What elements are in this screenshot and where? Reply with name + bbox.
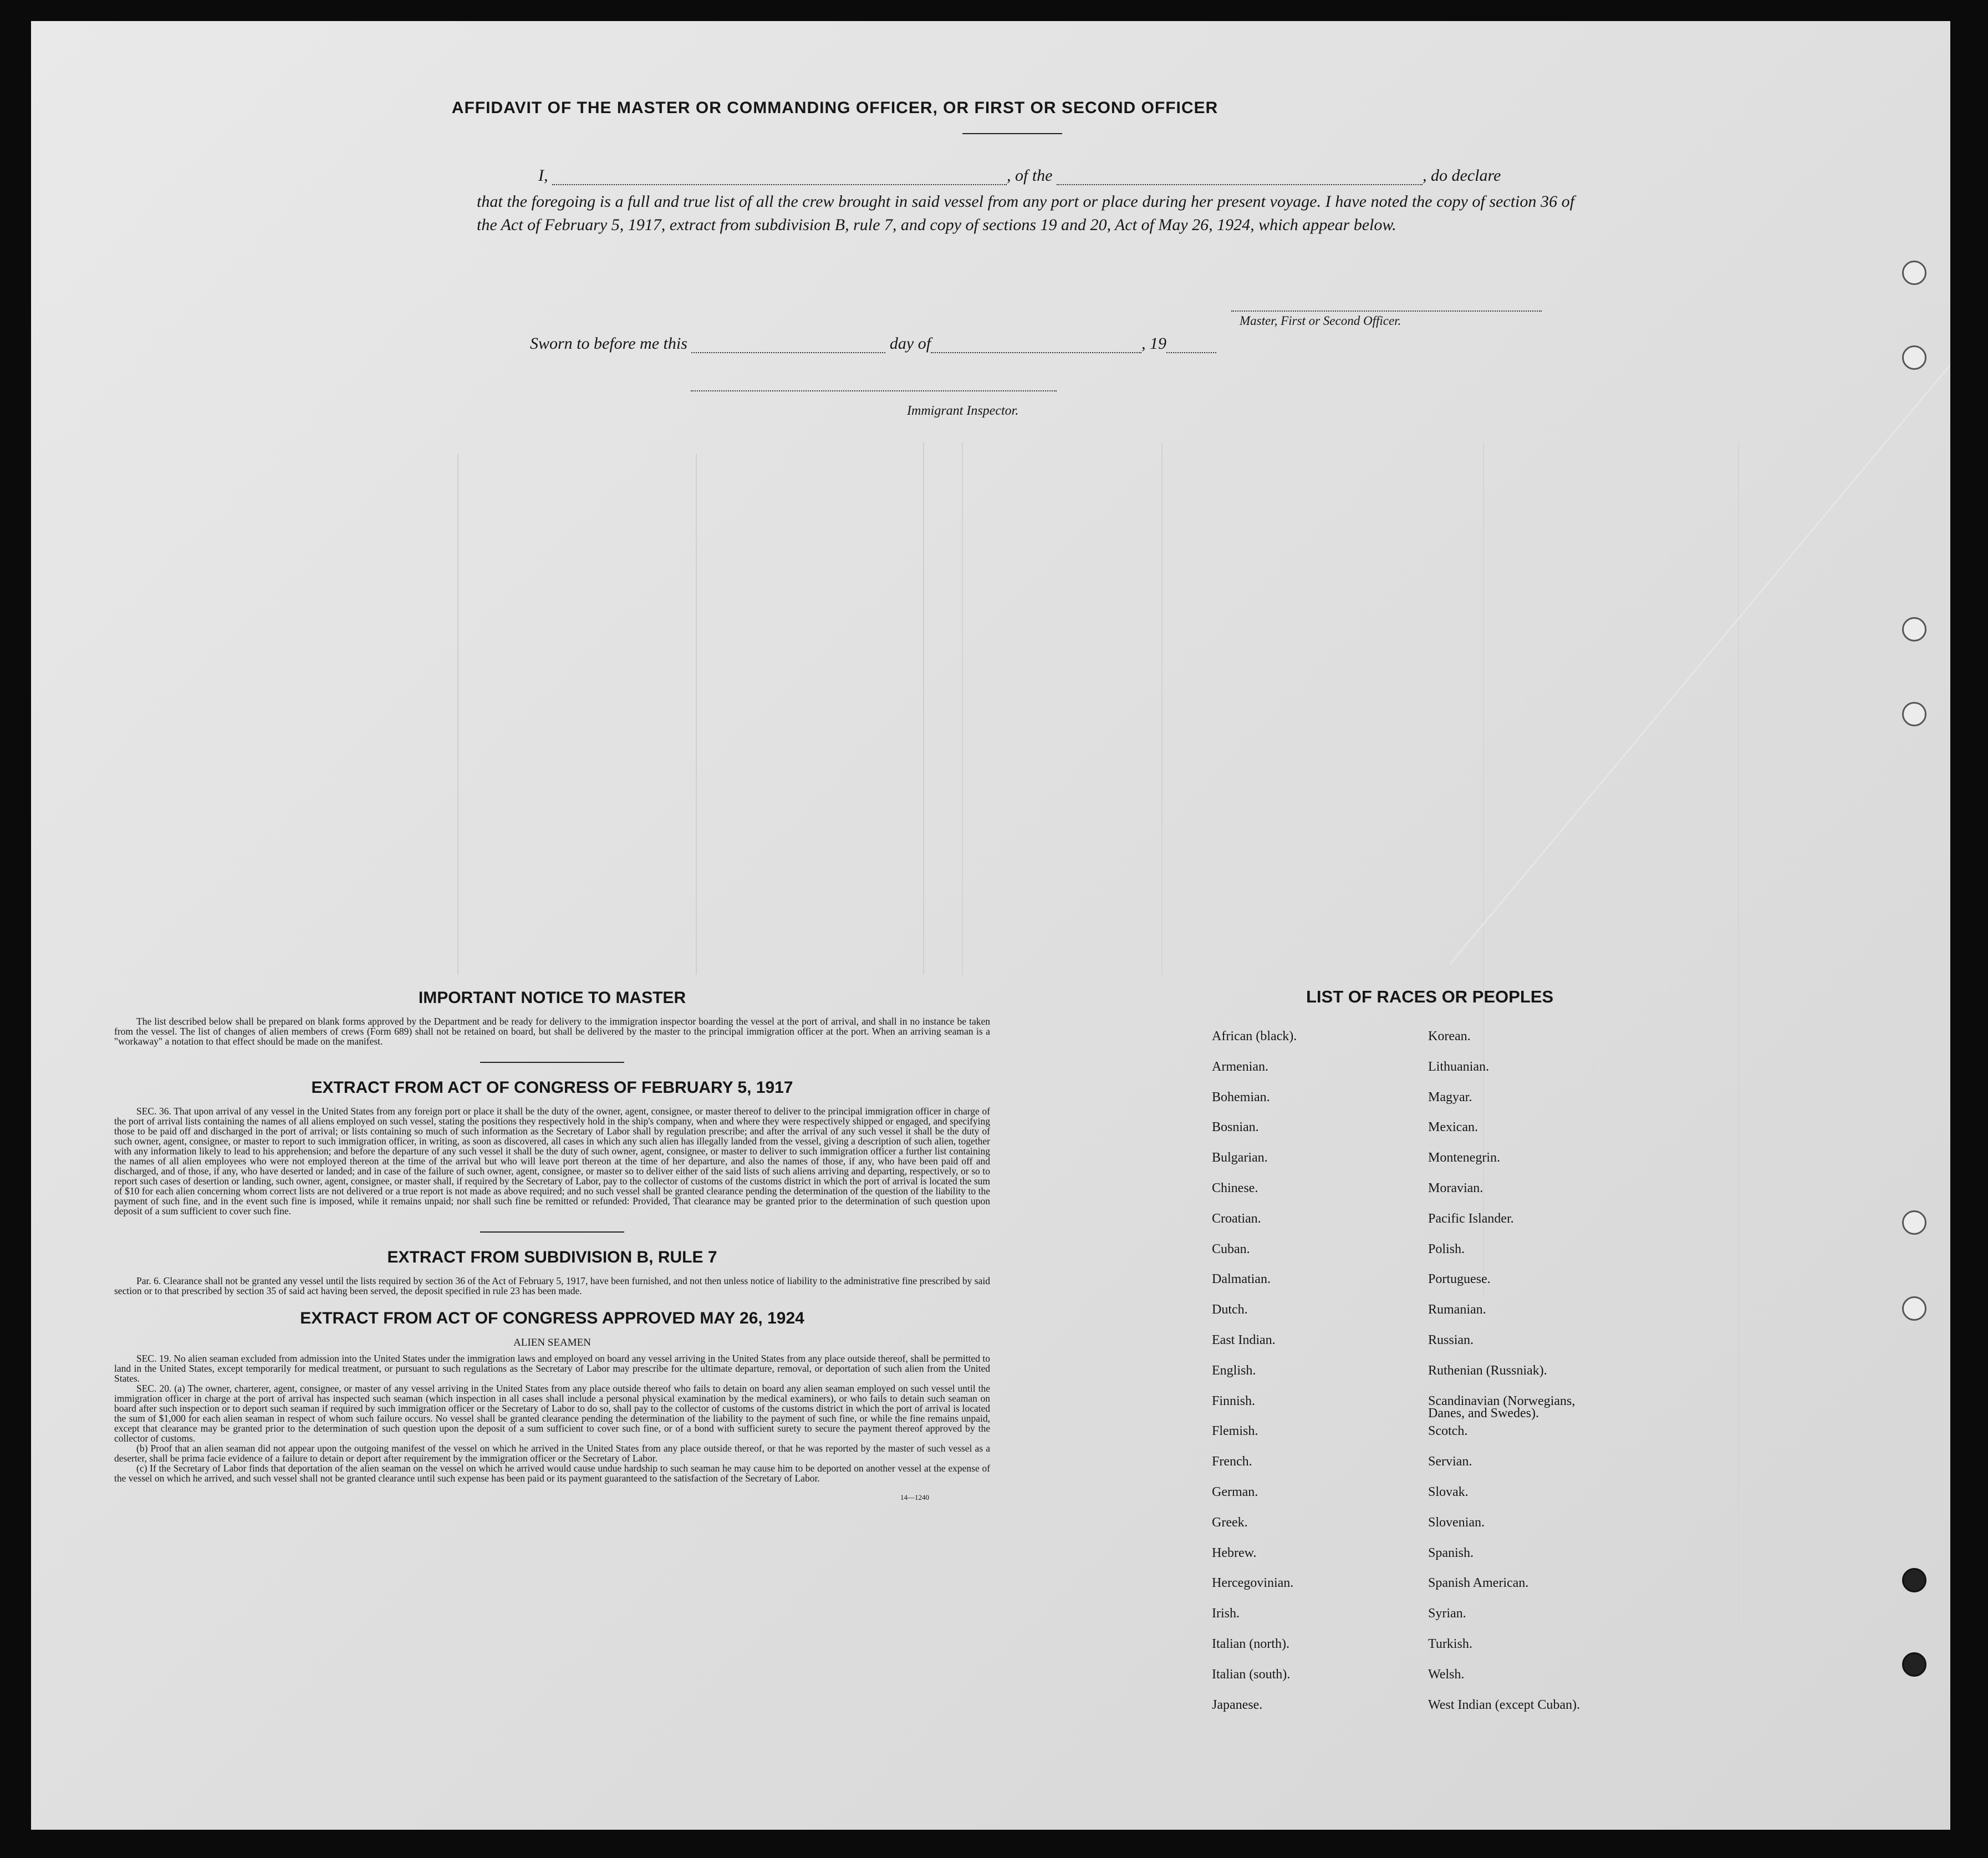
inspector-signature-field[interactable] (691, 390, 1057, 391)
of-the-label: , of the (1007, 166, 1053, 185)
race-item: Ruthenian (Russniak). (1428, 1363, 1547, 1378)
race-item: Pacific Islander. (1428, 1211, 1514, 1226)
race-item: French. (1212, 1454, 1252, 1469)
i-label: I, (538, 166, 548, 185)
vessel-name-field[interactable] (1057, 167, 1423, 185)
race-item: Scotch. (1428, 1424, 1468, 1439)
year-label: , 19 (1141, 334, 1167, 353)
title-divider (962, 133, 1062, 134)
race-item: Russian. (1428, 1333, 1474, 1347)
punch-hole (1902, 261, 1926, 285)
race-item: Lithuanian. (1428, 1059, 1489, 1074)
race-item: Greek. (1212, 1515, 1248, 1530)
race-item: Polish. (1428, 1241, 1465, 1256)
race-item: English. (1212, 1363, 1256, 1378)
punch-hole (1902, 617, 1926, 642)
race-item: Spanish. (1428, 1545, 1474, 1560)
extract-rule7-title: EXTRACT FROM SUBDIVISION B, RULE 7 (387, 1248, 717, 1266)
race-item: Montenegrin. (1428, 1151, 1500, 1165)
race-item: Armenian. (1212, 1059, 1268, 1074)
race-item: West Indian (except Cuban). (1428, 1697, 1580, 1712)
race-item: German. (1212, 1485, 1258, 1499)
punch-hole (1902, 702, 1926, 726)
race-item: Irish. (1212, 1606, 1240, 1621)
extract-1917-text: SEC. 36. That upon arrival of any vessel in the United States from any foreign port or place it shall be the duty of the owner, agent, consignee, or master thereof to deliver to the principal immigration officer in charge of the port of arrival lists containing the names of all aliens employed on such vessel, stating the positions they respectively hold in the ship's company, when and where they were respectively shipped or engaged, and specifying those to be paid off and discharged in the port of arrival; or lists containing so much of such information as the Secretary of Labor shall by regulation prescribe; and after the arrival of any such vessel it shall be the duty of such owner, agent, consignee, or master to report to such immigration officer, in writing, as soon as discovered, all cases in which any such alien has illegally landed from the vessel, giving a description of such alien, together with any information likely to lead to his apprehension; and before the departure of any such vessel it shall be the duty of such owner, agent, consignee, or master to deliver to such immigration officer a further list containing the names of all alien employees who were not employed thereon at the time of the arrival but who will leave port thereon at the time of her departure, and also the names of those, if any, who have been paid off and discharged, and of those, if any, who have deserted or landed; and in case of the failure of such owner, agent, consignee, or master so to deliver either of the said lists of such aliens arriving and departing, respectively, or so to report such cases of desertion or landing, such owner, agent, consignee, or master shall, if required by the Secretary of Labor, pay to the collector of customs of the customs district in which the port of arrival is located the sum of $10 for each alien concerning whom correct lists are not delivered or a true report is not made as above required; and no such vessel shall be granted clearance pending the determination of the question of the liability to the payment of such fine, and in the event such fine is imposed, while it remains unpaid; nor shall such fine be remitted or refunded: Provided, That clearance may be granted prior to the determination of such question upon deposit of a sum sufficient to cover such fine. (114, 1106, 990, 1216)
races-title: LIST OF RACES OR PEOPLES (1306, 987, 1554, 1006)
race-item: Slovenian. (1428, 1515, 1485, 1530)
extract-1917-title: EXTRACT FROM ACT OF CONGRESS OF FEBRUARY 5, 1917 (311, 1078, 793, 1097)
punch-hole (1902, 1652, 1926, 1677)
punch-hole (1902, 1568, 1926, 1592)
race-item: Rumanian. (1428, 1302, 1486, 1317)
race-item: Mexican. (1428, 1120, 1478, 1135)
extract-rule7-text: Par. 6. Clearance shall not be granted any vessel until the lists required by section 36 of the Act of February 5, 1917, have been furnished, and not then unless notice of liability to the administrative fine prescribed by said section or to that prescribed by section 35 of said act having been served, the deposit specified in rule 23 has been made. (114, 1275, 990, 1296)
document-page (31, 21, 1950, 1830)
race-item: Slovak. (1428, 1485, 1469, 1499)
master-signature-label: Master, First or Second Officer. (1240, 314, 1401, 328)
race-item: Spanish American. (1428, 1576, 1529, 1591)
inspector-label: Immigrant Inspector. (907, 404, 1019, 418)
notices-column (114, 989, 990, 1502)
sec19-text: SEC. 19. No alien seaman excluded from admission into the United States under the immigration laws and employed on board any vessel arriving in the United States from any place outside thereof, shall be permitted to land in the United States, except temporarily for medical treatment, or pursuant to such regulations as the Secretary of Labor may prescribe for the ultimate departure, removal, or deportation of such alien from the United States. (114, 1353, 990, 1384)
bleed-through-lines (31, 21, 1950, 1830)
race-item: Syrian. (1428, 1606, 1466, 1621)
form-number: 14—1240 (900, 1493, 929, 1501)
race-item: Finnish. (1212, 1393, 1256, 1408)
race-item: African (black). (1212, 1029, 1297, 1043)
extract-1924-title: EXTRACT FROM ACT OF CONGRESS APPROVED MAY 26, 1924 (300, 1309, 804, 1327)
race-item: Bohemian. (1212, 1090, 1270, 1104)
race-item: Scandinavian (Norwegians, Danes, and Swedes). (1428, 1393, 1576, 1421)
punch-hole (1902, 345, 1926, 370)
race-item: Japanese. (1212, 1697, 1263, 1712)
punch-hole (1902, 1296, 1926, 1321)
race-item: Turkish. (1428, 1637, 1472, 1651)
race-item: Croatian. (1212, 1211, 1261, 1226)
race-item: Chinese. (1212, 1181, 1258, 1195)
master-signature-field[interactable] (1231, 310, 1542, 312)
race-item: Portuguese. (1428, 1272, 1491, 1287)
race-item: Hercegovinian. (1212, 1576, 1294, 1591)
day-of-label: day of (889, 334, 931, 353)
affidavit-body: that the foregoing is a full and true list of all the crew brought in said vessel from any port or place during her present voyage. I have noted the copy of section 36 of the Act of February 5, 1917, extract from subdivision B, rule 7, and copy of sections 19 and 20, Act of May 26, 1924, which appear below. (477, 192, 1574, 234)
race-item: Magyar. (1428, 1090, 1472, 1104)
section-divider (480, 1062, 624, 1063)
race-item: Dalmatian. (1212, 1272, 1271, 1287)
do-declare-label: , do declare (1423, 166, 1501, 185)
sworn-year-field[interactable] (1166, 335, 1216, 353)
race-item: Italian (south). (1212, 1667, 1291, 1682)
race-item: Moravian. (1428, 1181, 1484, 1195)
section-divider (480, 1231, 624, 1233)
alien-seamen-subtitle: ALIEN SEAMEN (513, 1337, 591, 1348)
punch-hole (1902, 1210, 1926, 1235)
race-item: Bosnian. (1212, 1120, 1259, 1135)
notice-text: The list described below shall be prepared on blank forms approved by the Department and be ready for delivery to the immigration inspector boarding the vessel at the port of arrival, and shall in no instance be taken from the vessel. The list of changes of alien members of crews (Form 689) shall not be retained on board, but shall be delivered by the master to the principal immigration officer at the port. When an arriving seaman is a "workaway" a notation to that effect should be made on the manifest. (114, 1016, 990, 1047)
race-item: Dutch. (1212, 1302, 1248, 1317)
sworn-day-field[interactable] (691, 335, 885, 353)
sec20a-text: SEC. 20. (a) The owner, charterer, agent, consignee, or master of any vessel arriving in the United States from any place outside thereof who fails to detain on board any alien seaman employed on such vessel until the immigration officer in charge at the port of arrival has inspected such seaman (which inspection in all cases shall include a personal physical examination by the medical examiners), or who fails to detain such seaman on board after such inspection or to deport such seaman if required by such immigration officer or the Secretary of Labor to do so, shall pay to the collector of customs of the customs district in which the port of arrival is located the sum of $1,000 for each alien seaman in respect of whom such failure occurs. No vessel shall be granted clearance pending the determination of the liability to the payment of such fine, or while the fine remains unpaid, except that clearance may be granted prior to the determination of such question upon the deposit of a sum sufficient to cover such fine, or of a bond with sufficient surety to secure the payment thereof approved by the collector of customs. (114, 1383, 990, 1444)
notice-title: IMPORTANT NOTICE TO MASTER (418, 989, 686, 1007)
race-item: Hebrew. (1212, 1545, 1257, 1560)
sworn-month-field[interactable] (931, 335, 1141, 353)
sec20c-text: (c) If the Secretary of Labor finds that deportation of the alien seaman on the vessel on which he arrived would cause undue hardship to such seaman he may cause him to be deported on another vessel at the expense of the vessel on which he arrived, and such vessel shall not be granted clearance until such expense has been paid or its payment guaranteed to the satisfaction of the Secretary of Labor. (114, 1463, 990, 1484)
sworn-line (530, 334, 1216, 353)
race-item: Flemish. (1212, 1424, 1258, 1439)
race-item: Korean. (1428, 1029, 1471, 1043)
race-item: Servian. (1428, 1454, 1472, 1469)
race-item: East Indian. (1212, 1333, 1276, 1347)
race-item: Bulgarian. (1212, 1151, 1268, 1165)
declarant-line (538, 166, 1501, 185)
sec20b-text: (b) Proof that an alien seaman did not appear upon the outgoing manifest of the vessel on which he arrived in the United States from any place outside thereof, or that he was reported by the master of such vessel as a deserter, shall be prima facie evidence of a failure to detain or deport after requirement by the immigration officer or the Secretary of Labor. (114, 1443, 990, 1464)
sworn-label: Sworn to before me this (530, 334, 687, 353)
race-item: Cuban. (1212, 1241, 1250, 1256)
race-item: Welsh. (1428, 1667, 1465, 1682)
declarant-name-field[interactable] (552, 167, 1007, 185)
race-item: Italian (north). (1212, 1637, 1289, 1651)
affidavit-title: AFFIDAVIT OF THE MASTER OR COMMANDING OFFICER, OR FIRST OR SECOND OFFICER (451, 99, 1219, 117)
